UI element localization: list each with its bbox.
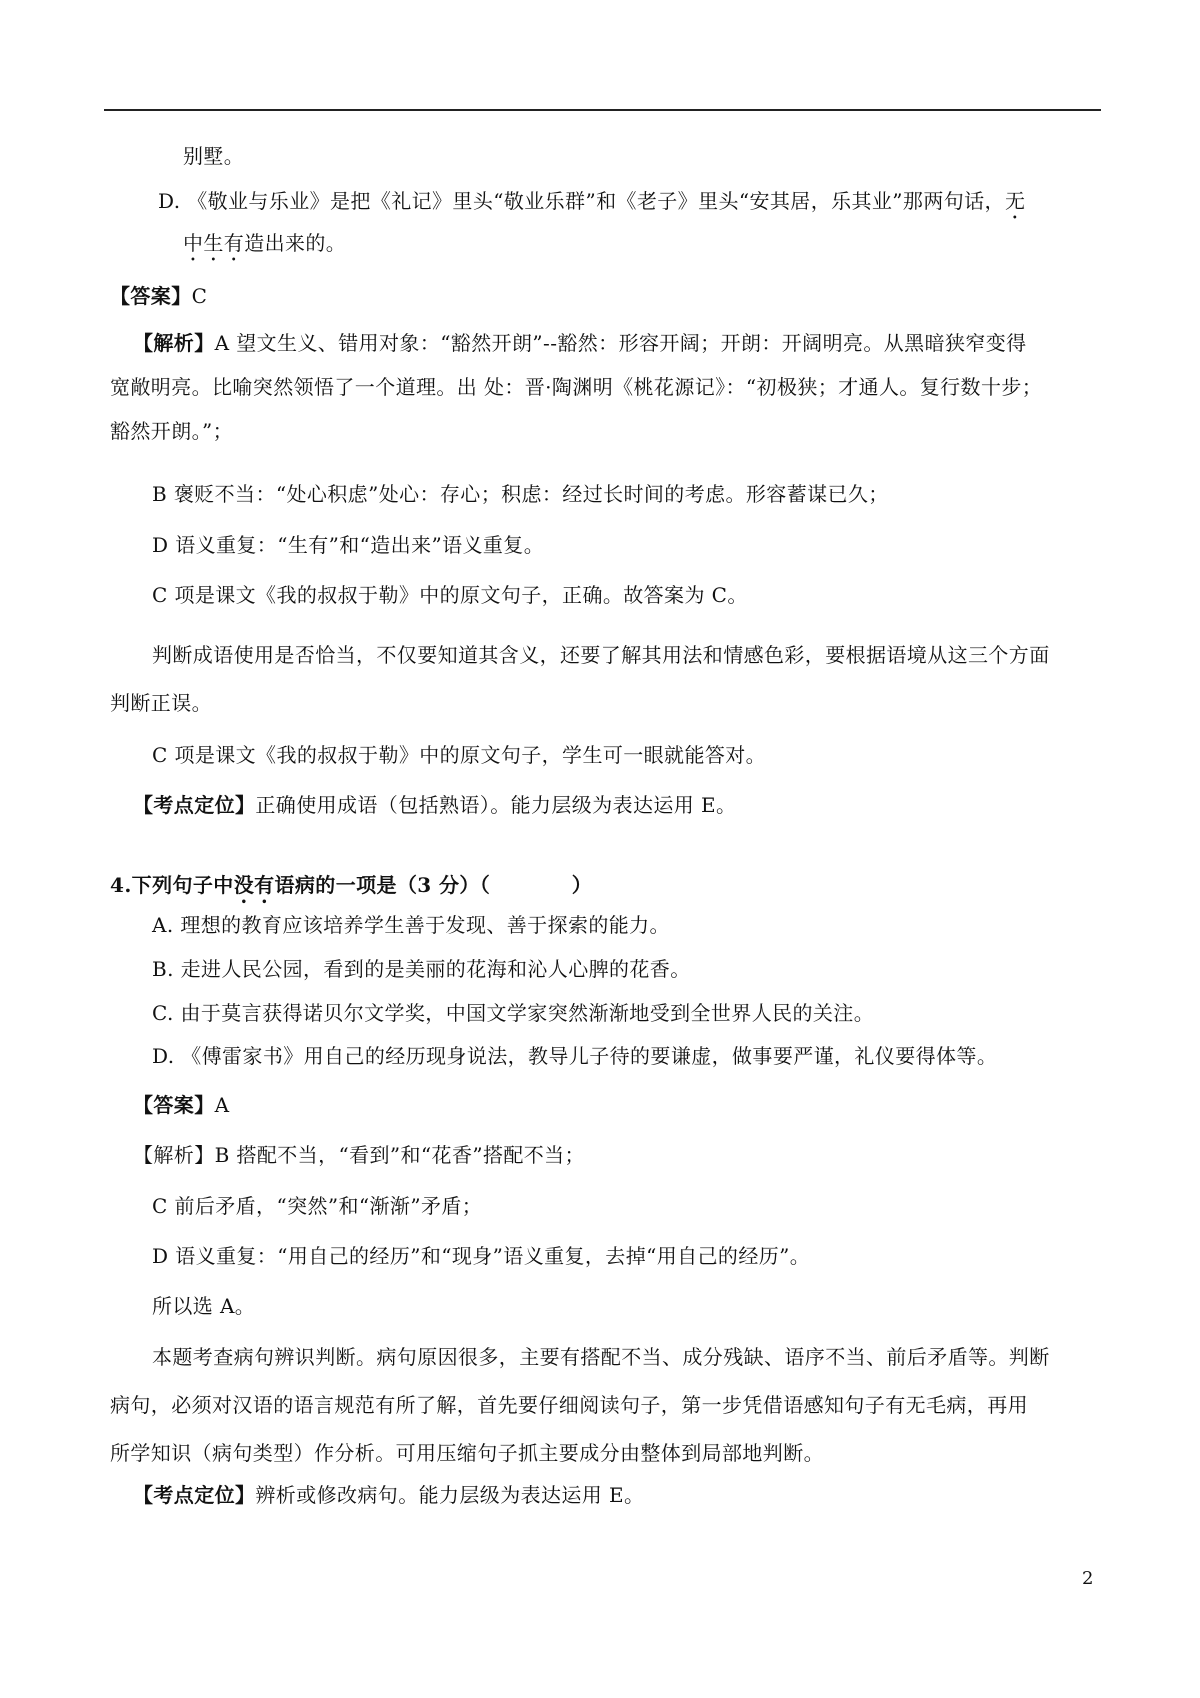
q4-stem-post: 语病的一项是（3 分）（ ） <box>274 873 593 897</box>
q4-analysis-c: C 前后矛盾，“突然”和“渐渐”矛盾； <box>152 1194 483 1218</box>
q3-tip-line2: 判断正误。 <box>110 691 212 715</box>
q4-option-c: C. 由于莫言获得诺贝尔文学奖，中国文学家突然渐渐地受到全世界人民的关注。 <box>152 1001 875 1025</box>
q3-option-d-line1 <box>158 188 1025 224</box>
q3-option-d-text-2: 造出来的。 <box>244 231 347 255</box>
q3-kaodian-label: 【考点定位】 <box>133 793 256 817</box>
q3-kaodian <box>133 792 736 818</box>
q4-conclusion: 所以选 A。 <box>152 1294 256 1318</box>
q4-kaodian-label: 【考点定位】 <box>133 1483 256 1507</box>
q4-analysis-b <box>133 1142 585 1168</box>
q4-stem <box>110 872 592 908</box>
q3-answer <box>110 283 207 309</box>
q3-analysis-d: D 语义重复：“生有”和“造出来”语义重复。 <box>152 533 545 557</box>
q4-kaodian <box>133 1482 644 1508</box>
q4-option-a: A. 理想的教育应该培养学生善于发现、善于探索的能力。 <box>152 913 670 937</box>
q3-kaodian-text: 正确使用成语（包括熟语）。能力层级为表达运用 E。 <box>255 793 737 817</box>
header-rule <box>104 109 1101 111</box>
q3-option-d-emphasis-2: 中生有 <box>183 231 245 255</box>
q3-option-d-text: D. 《敬业与乐业》是把《礼记》里头“敬业乐群”和《老子》里头“安其居，乐其业”那两句话， <box>158 189 1005 213</box>
q4-analysis-label: 【解析】 <box>133 1143 215 1167</box>
q3-option-d-line2 <box>183 230 346 266</box>
page-number: 2 <box>1082 1568 1094 1589</box>
q4-answer-value: A <box>214 1093 230 1117</box>
q3-analysis-line2: 宽敞明亮。比喻突然领悟了一个道理。出 处：晋·陶渊明《桃花源记》：“初极狭；才通人。复行数十步； <box>110 375 1043 399</box>
q4-tip-line2: 病句，必须对汉语的语言规范有所了解，首先要仔细阅读句子，第一步凭借语感知句子有无毛病，再用 <box>110 1393 1028 1417</box>
q3-option-c-tail: 别墅。 <box>183 144 245 168</box>
q3-analysis-text: A 望文生义、错用对象：“豁然开朗”--豁然：形容开阔；开朗：开阔明亮。从黑暗狭窄变得 <box>214 331 1027 355</box>
q3-tip-line1: 判断成语使用是否恰当，不仅要知道其含义，还要了解其用法和情感色彩，要根据语境从这三个方面 <box>152 643 1050 667</box>
q3-analysis-line3: 豁然开朗。”； <box>110 419 234 443</box>
q4-analysis-d: D 语义重复：“用自己的经历”和“现身”语义重复，去掉“用自己的经历”。 <box>152 1244 811 1268</box>
q4-stem-pre: 4.下列句子中 <box>110 873 234 897</box>
q3-answer-label: 【答案】 <box>110 284 192 308</box>
q4-analysis-b-text: B 搭配不当，“看到”和“花香”搭配不当； <box>214 1143 585 1167</box>
q4-option-b: B. 走进人民公园，看到的是美丽的花海和沁人心脾的花香。 <box>152 957 691 981</box>
q3-option-d-emphasis: 无 <box>1004 189 1026 213</box>
q4-kaodian-text: 辨析或修改病句。能力层级为表达运用 E。 <box>255 1483 645 1507</box>
q3-analysis-line1 <box>133 330 1027 356</box>
q3-answer-value: C <box>191 284 208 308</box>
q3-analysis-c: C 项是课文《我的叔叔于勒》中的原文句子，正确。故答案为 C。 <box>152 583 748 607</box>
q4-tip-line1: 本题考查病句辨识判断。病句原因很多，主要有搭配不当、成分残缺、语序不当、前后矛盾等。判断 <box>152 1345 1050 1369</box>
q4-answer <box>133 1092 229 1118</box>
q4-answer-label: 【答案】 <box>133 1093 215 1117</box>
q3-tip-line3: C 项是课文《我的叔叔于勒》中的原文句子，学生可一眼就能答对。 <box>152 743 767 767</box>
q4-stem-emphasis: 没有 <box>233 873 275 897</box>
q3-analysis-label: 【解析】 <box>133 331 215 355</box>
q4-option-d: D. 《傅雷家书》用自己的经历现身说法，教导儿子待的要谦虚，做事要严谨，礼仪要得体等。 <box>152 1044 998 1068</box>
q3-analysis-b: B 褒贬不当：“处心积虑”处心：存心；积虑：经过长时间的考虑。形容蓄谋已久； <box>152 482 889 506</box>
q4-tip-line3: 所学知识（病句类型）作分析。可用压缩句子抓主要成分由整体到局部地判断。 <box>110 1441 824 1465</box>
